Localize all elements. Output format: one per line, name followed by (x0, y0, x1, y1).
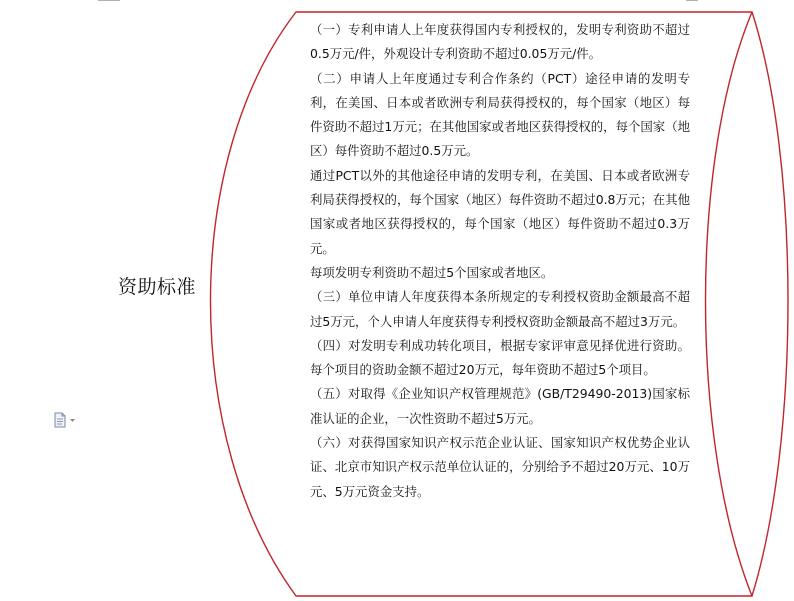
margin-mark-left (98, 0, 120, 3)
scroll-shape-curl (706, 12, 753, 596)
paste-options-icon[interactable] (53, 412, 79, 428)
paragraph-6: （四）对发明专利成功转化项目，根据专家评审意见择优进行资助。每个项目的资助金额不超过20万元，每年资助不超过5个项目。 (310, 337, 690, 378)
paragraph-8: （六）对获得国家知识产权示范企业认证、国家知识产权优势企业认证、北京市知识产权示范单位认证的，分别给予不超过20万元、10万元、5万元资金支持。 (310, 435, 690, 499)
paragraph-5: （三）单位申请人年度获得本条所规定的专利授权资助金额最高不超过5万元，个人申请人年度获得专利授权资助金额最高不超过3万元。 (310, 289, 690, 329)
paragraph-1: （一）专利申请人上年度获得国内专利授权的，发明专利资助不超过0.5万元/件，外观设计专利资助不超过0.05万元/件。 (310, 22, 690, 62)
paragraph-2: （二）申请人上年度通过专利合作条约（PCT）途径申请的发明专利，在美国、日本或者欧洲专利局获得授权的，每个国家（地区）每件资助不超过1万元；在其他国家或者地区获得授权的，每个国家（地区）每件资助不超过0.5万元。 (310, 70, 690, 159)
paragraph-7: （五）对取得《企业知识产权管理规范》(GB/T29490-2013)国家标准认证的企业，一次性资助不超过5万元。 (310, 386, 690, 426)
margin-mark-right (686, 0, 698, 3)
side-label: 资助标准 (118, 276, 197, 298)
content-block (310, 18, 690, 504)
paragraph-3: 通过PCT以外的其他途径申请的发明专利，在美国、日本或者欧洲专利局获得授权的，每个国家（地区）每件资助不超过0.8万元；在其他国家或者地区获得授权的，每个国家（地区）每件资助不超过0.3万元。 (310, 167, 690, 256)
paragraph-4: 每项发明专利资助不超过5个国家或者地区。 (310, 264, 554, 280)
